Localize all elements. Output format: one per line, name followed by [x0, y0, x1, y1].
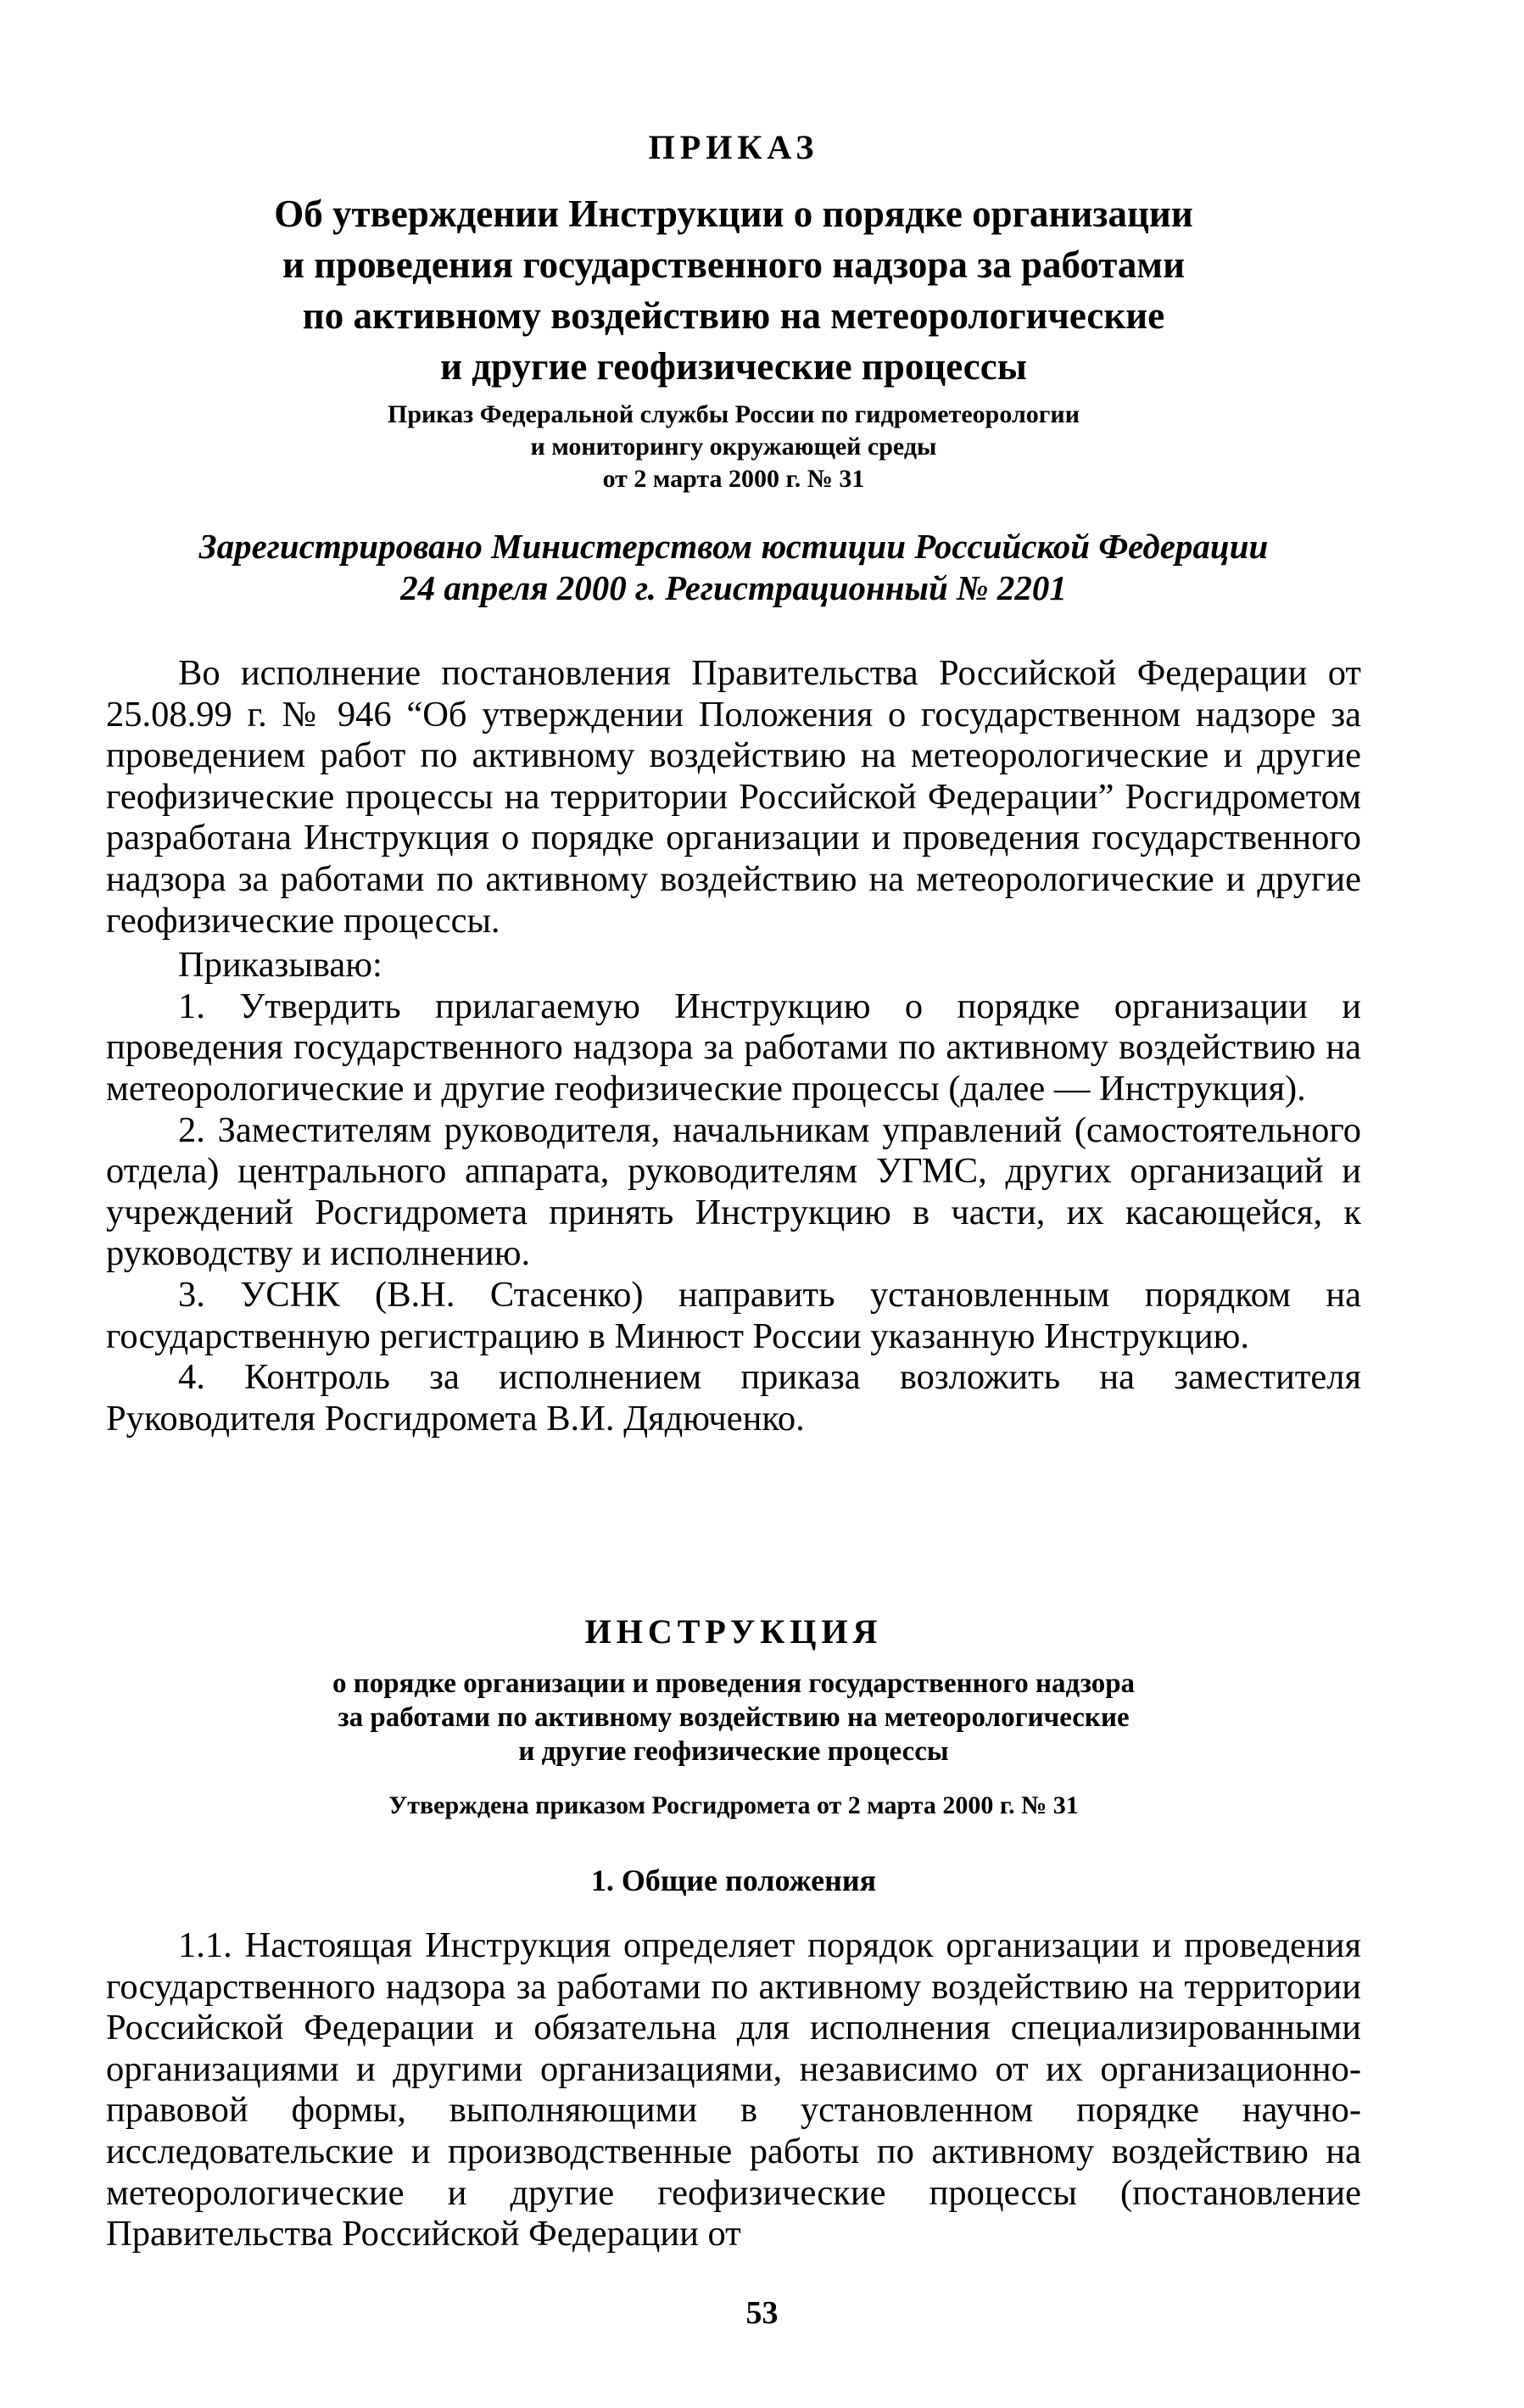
instruction-subtitle-line: о порядке организации и проведения государственного надзора: [332, 1668, 1136, 1699]
registration-line: Зарегистрировано Министерством юстиции Российской Федерации: [198, 527, 1269, 566]
instruction-paragraph: 1.1. Настоящая Инструкция определяет порядок организации и проведения государственного надзора за работами по активному воздействию на территории Российской Федерации и обязательна для исполнения специализированными организациями и другими организациями, независимо от их организационно-правовой формы, выполняющими в установленном порядке научно-исследовательские и производственные работы по активному воздействию на метеорологические и другие геофизические процессы (постановление Правительства Российской Федерации от: [106, 1925, 1361, 2254]
page-number: 53: [745, 2295, 779, 2331]
registration-note: [106, 526, 1361, 609]
order-issuer: [106, 399, 1361, 495]
order-preamble: Во исполнение постановления Правительства Российской Федерации от 25.08.99 г. № 946 “Об утверждении Положения о государственном надзоре за проведением работ по активному воздействию на метеорологические и другие геофизические процессы на территории Российской Федерации” Росгидрометом разработана Инструкция о порядке организации и проведения государственного надзора за работами по активному воздействию на метеорологические и другие геофизические процессы.: [106, 653, 1361, 941]
order-title-line: и другие геофизические процессы: [440, 345, 1027, 388]
order-title-line: по активному воздействию на метеорологические: [302, 294, 1165, 337]
issuer-line: и мониторингу окружающей среды: [530, 433, 937, 461]
order-item: 4. Контроль за исполнением приказа возложить на заместителя Руководителя Росгидромета В.И. Дядюченко.: [106, 1357, 1361, 1439]
instruction-heading: ИНСТРУКЦИЯ: [584, 1612, 883, 1651]
instruction-body: [106, 1925, 1361, 2255]
issuer-date: от 2 марта 2000 г. № 31: [602, 465, 865, 493]
instruction-subtitle: [106, 1667, 1361, 1768]
order-title-line: Об утверждении Инструкции о порядке организации: [274, 193, 1193, 235]
order-item: 2. Заместителям руководителя, начальникам управлений (самостоятельного отдела) центрального аппарата, руководителям УГМС, других организаций и учреждений Росгидромета принять Инструкцию в части, их касающейся, к руководству и исполнению.: [106, 1109, 1361, 1274]
order-heading: ПРИКАЗ: [648, 128, 819, 166]
order-body: [106, 653, 1361, 1439]
order-title-line: и проведения государственного надзора за работами: [282, 243, 1186, 286]
instruction-subtitle-line: за работами по активному воздействию на метеорологические: [338, 1702, 1130, 1733]
section-title: 1. Общие положения: [590, 1863, 877, 1897]
registration-line: 24 апреля 2000 г. Регистрационный № 2201: [400, 568, 1067, 607]
issuer-line: Приказ Федеральной службы России по гидрометеорологии: [388, 400, 1080, 428]
instruction-subtitle-line: и другие геофизические процессы: [518, 1736, 949, 1767]
order-item: 3. УСНК (В.Н. Стасенко) направить установленным порядком на государственную регистрацию в Минюст России указанную Инструкцию.: [106, 1274, 1361, 1356]
order-title: [106, 188, 1361, 392]
order-item: 1. Утвердить прилагаемую Инструкцию о порядке организации и проведения государственного надзора за работами по активному воздействию на метеорологические и другие геофизические процессы (далее — Инструкция).: [106, 986, 1361, 1109]
approval-note: Утверждена приказом Росгидромета от 2 марта 2000 г. № 31: [388, 1791, 1079, 1819]
order-command: Приказываю:: [178, 945, 382, 986]
